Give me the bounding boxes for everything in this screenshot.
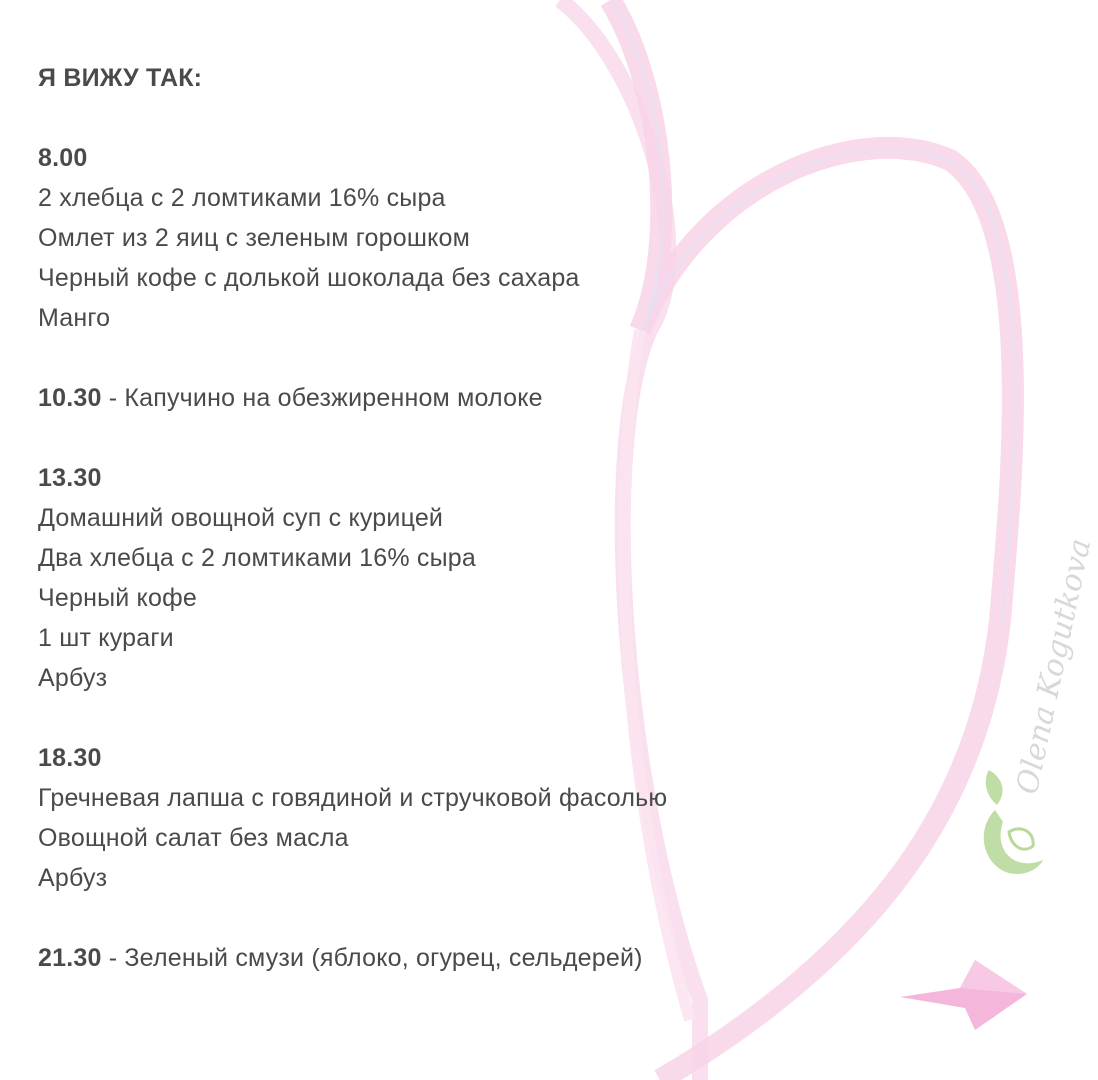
- meal-item: Манго: [38, 304, 111, 332]
- meal-item: Черный кофе с долькой шоколада без сахара: [38, 264, 580, 292]
- meal-block-3: [38, 458, 938, 698]
- meal-plan: [38, 58, 938, 978]
- meal-item: Овощной салат без масла: [38, 824, 349, 852]
- meal-block-1: [38, 138, 938, 338]
- signature-watermark: Olena Kogutkova: [1010, 535, 1098, 798]
- meal-time: 18.30: [38, 744, 102, 772]
- meal-time: 13.30: [38, 464, 102, 492]
- meal-item: Омлет из 2 яиц с зеленым горошком: [38, 224, 471, 252]
- meal-block-5: [38, 938, 938, 978]
- page-title: Я ВИЖУ ТАК:: [38, 64, 203, 92]
- meal-time: 21.30: [38, 944, 102, 972]
- meal-item: Гречневая лапша с говядиной и стручковой фасолью: [38, 784, 668, 812]
- meal-block-4: [38, 738, 938, 898]
- meal-time: 10.30: [38, 384, 102, 412]
- meal-item: Арбуз: [38, 864, 108, 892]
- meal-item: - Капучино на обезжиренном молоке: [101, 384, 543, 412]
- meal-item: Черный кофе: [38, 584, 197, 612]
- meal-block-2: [38, 378, 938, 418]
- leaf-logo-icon: [975, 610, 1055, 890]
- arrow-right-icon[interactable]: [895, 960, 1030, 1035]
- meal-item: Домашний овощной суп с курицей: [38, 504, 444, 532]
- meal-item: 1 шт кураги: [38, 624, 174, 652]
- meal-item: 2 хлебца с 2 ломтиками 16% сыра: [38, 184, 446, 212]
- meal-item: Два хлебца с 2 ломтиками 16% сыра: [38, 544, 476, 572]
- meal-time: 8.00: [38, 144, 88, 172]
- meal-item: Арбуз: [38, 664, 108, 692]
- meal-item: - Зеленый смузи (яблоко, огурец, сельдерей): [101, 944, 643, 972]
